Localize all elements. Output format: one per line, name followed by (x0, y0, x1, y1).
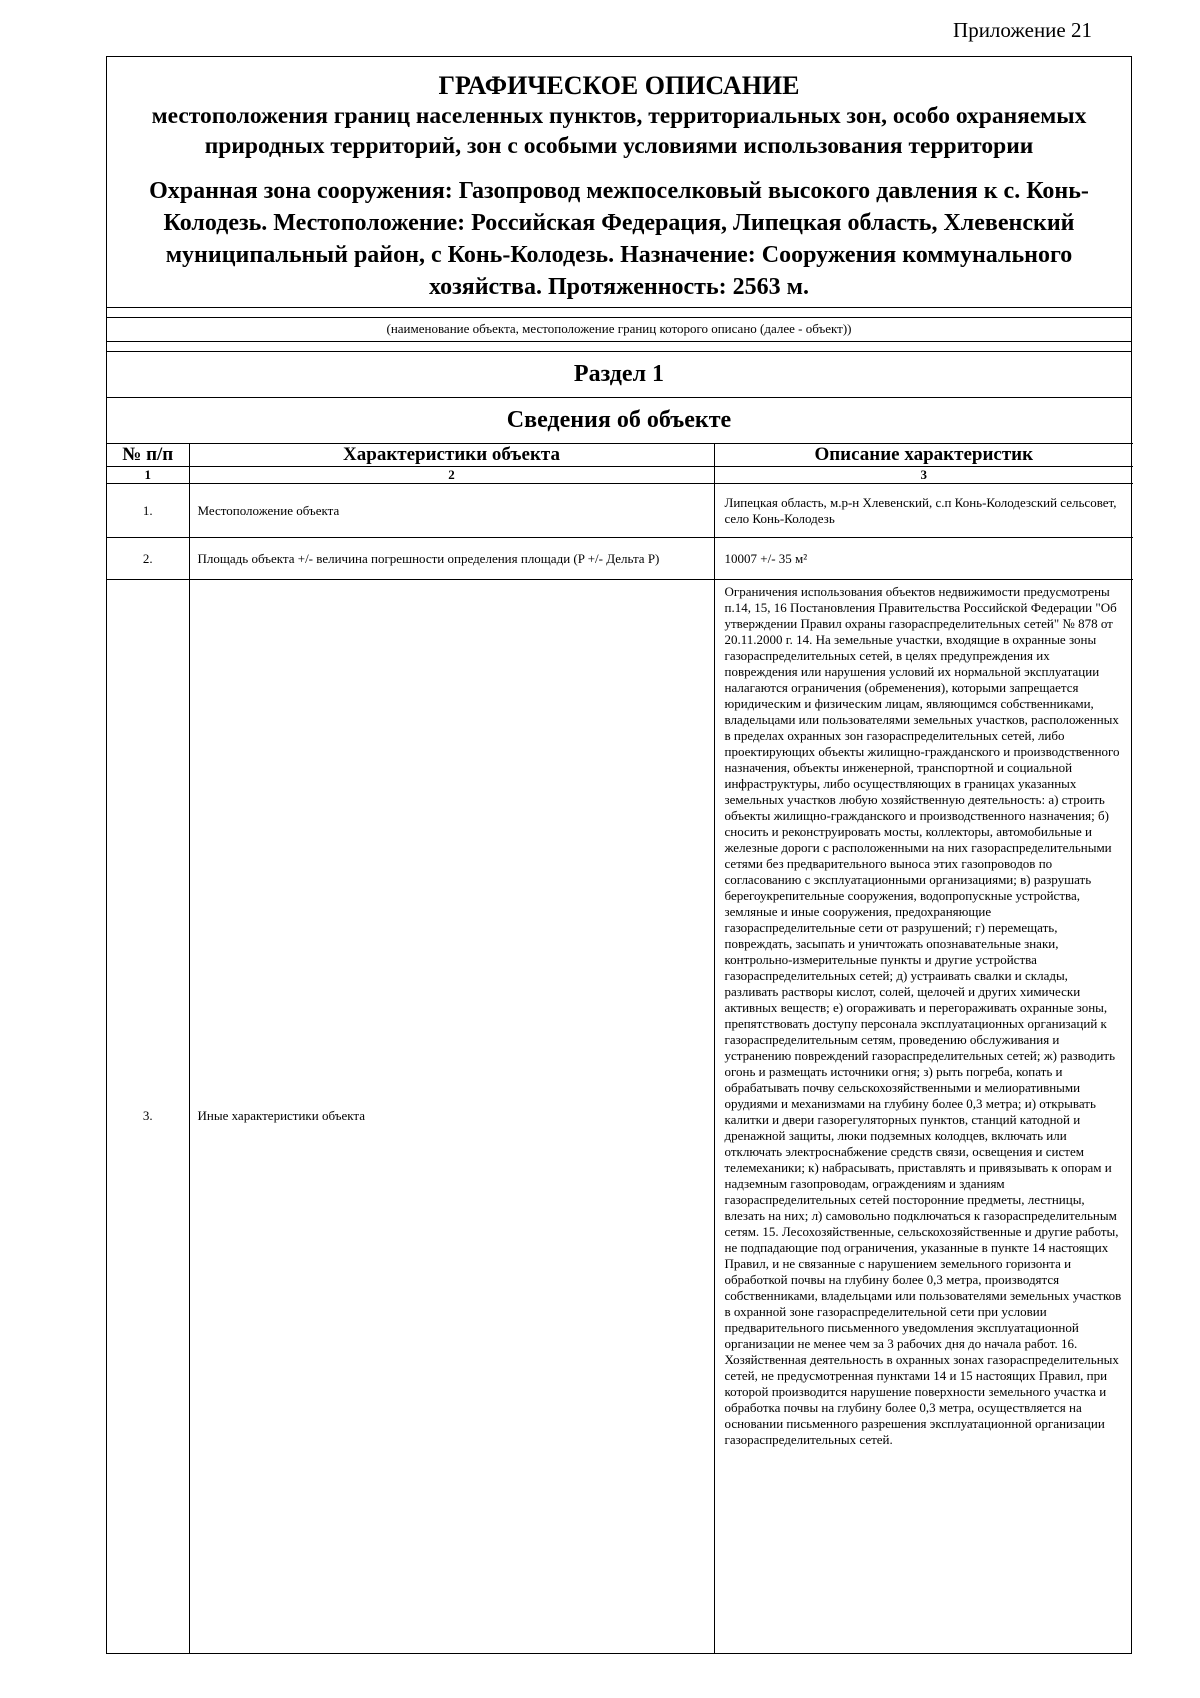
table-header-row (107, 444, 1133, 467)
row-description: 10007 +/- 35 м² (714, 538, 1133, 580)
section-subtitle: Сведения об объекте (107, 397, 1131, 443)
section-title: Раздел 1 (107, 351, 1131, 397)
document-frame (106, 56, 1132, 1654)
row-number: 2. (107, 538, 189, 580)
appendix-label: Приложение 21 (953, 18, 1092, 42)
column-number: 3 (714, 467, 1133, 484)
column-number-row (107, 467, 1133, 484)
column-number: 1 (107, 467, 189, 484)
column-header-description: Описание характеристик (714, 444, 1133, 467)
row-characteristic: Местоположение объекта (189, 484, 714, 538)
spacer-row (107, 341, 1131, 351)
object-info-table (107, 443, 1133, 1653)
row-number: 3. (107, 580, 189, 1653)
row-characteristic: Площадь объекта +/- величина погрешности определения площади (P +/- Дельта P) (189, 538, 714, 580)
row-description: Липецкая область, м.р-н Хлевенский, с.п Конь-Колодезский сельсовет, село Конь-Колодезь (714, 484, 1133, 538)
table-row (107, 538, 1133, 580)
document-title: ГРАФИЧЕСКОЕ ОПИСАНИЕ (438, 71, 800, 100)
row-characteristic: Иные характеристики объекта (189, 580, 714, 1653)
table-row (107, 484, 1133, 538)
document-subtitle: местоположения границ населенных пунктов, территориальных зон, особо охраняемых природных территорий, зон с особыми условиями использования территории (151, 103, 1087, 159)
column-header-number: № п/п (107, 444, 189, 467)
spacer-row (107, 307, 1131, 317)
object-name: Охранная зона сооружения: Газопровод межпоселковый высокого давления к с. Конь-Колодезь. Местоположение: Российская Федерация, Липецкая область, Хлевенский муниципальный район, с Конь-Колодезь. Назначение: Сооружения коммунального хозяйства. Протяженность: 2563 м. (149, 178, 1089, 300)
column-header-characteristic: Характеристики объекта (189, 444, 714, 467)
row-description: Ограничения использования объектов недвижимости предусмотрены п.14, 15, 16 Постановления Правительства Российской Федерации "Об утверждении Правил охраны газораспределительных сетей" № 878 от 20.11.2000 г. 14. На земельные участки, входящие в охранные зоны газораспределительных сетей, в целях предупреждения их повреждения или нарушения условий их нормальной эксплуатации налагаются ограничения (обременения), которыми запрещается юридическим и физическим лицам, являющимся собственниками, владельцами или пользователями земельных участков, расположенных в пределах охранных зон газораспределительных сетей, либо проектирующих объекты жилищно-гражданского и производственного назначения, объекты инженерной, транспортной и социальной инфраструктуры, либо осуществляющих в границах указанных земельных участков любую хозяйственную деятельность: а) строить объекты жилищно-гражданского и производственного назначения; б) сносить и реконструировать мосты, коллекторы, автомобильные и железные дороги с расположенными на них газораспределительными сетями без предварительного выноса этих газопроводов по согласованию с эксплуатационными организациями; в) разрушать берегоукрепительные сооружения, водопропускные устройства, земляные и иные сооружения, предохраняющие газораспределительные сети от разрушений; г) перемещать, повреждать, засыпать и уничтожать опознавательные знаки, контрольно-измерительные пункты и другие устройства газораспределительных сетей; д) устраивать свалки и склады, разливать растворы кислот, солей, щелочей и других химически активных веществ; е) огораживать и перегораживать охранные зоны, препятствовать доступу персонала эксплуатационных организаций к газораспределительным сетям, проведению обслуживания и устранению повреждений газораспределительных сетей; ж) разводить огонь и размещать источники огня; з) рыть погреба, копать и обрабатывать почву сельскохозяйственными и мелиоративными орудиями и механизмами на глубину более 0,3 метра; и) открывать калитки и двери газорегуляторных пунктов, станций катодной и дренажной защиты, люки подземных колодцев, включать или отключать электроснабжение средств связи, освещения и систем телемеханики; к) набрасывать, приставлять и привязывать к опорам и надземным газопроводам, ограждениям и зданиям газораспределительных сетей посторонние предметы, лестницы, влезать на них; л) самовольно подключаться к газораспределительным сетям. 15. Лесохозяйственные, сельскохозяйственные и другие работы, не подпадающие под ограничения, указанные в пункте 14 настоящих Правил, и не связанные с нарушением земельного горизонта и обработкой почвы на глубину более 0,3 метра, производятся собственниками, владельцами или пользователями земельных участков в охранной зоне газораспределительной сети при условии предварительного письменного уведомления эксплуатационной организации не менее чем за 3 рабочих дня до начала работ. 16. Хозяйственная деятельность в охранных зонах газораспределительных сетей, не предусмотренная пунктами 14 и 15 настоящих Правил, при которой производится нарушение поверхности земельного участка и обработка почвы на глубину более 0,3 метра, осуществляется на основании письменного разрешения эксплуатационной организации газораспределительных сетей. (714, 580, 1133, 1653)
table-row (107, 580, 1133, 1653)
object-caption: (наименование объекта, местоположение границ которого описано (далее - объект)) (107, 317, 1131, 341)
row-number: 1. (107, 484, 189, 538)
document-header (107, 57, 1131, 307)
column-number: 2 (189, 467, 714, 484)
